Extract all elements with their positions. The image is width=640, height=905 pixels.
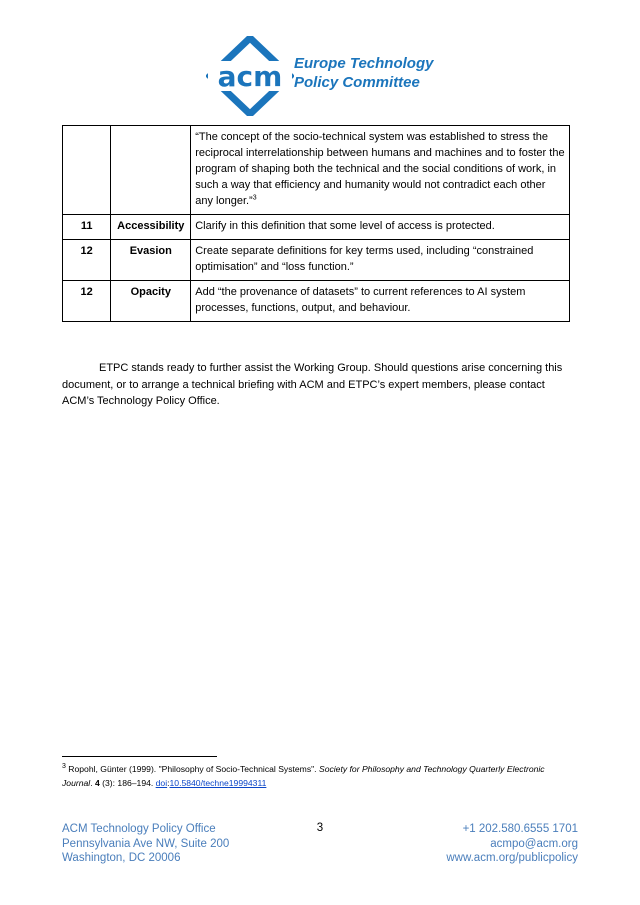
doi-separator: : (167, 778, 170, 788)
recommendations-table (62, 125, 570, 322)
committee-name-line1: Europe Technology (294, 55, 434, 72)
footer-email[interactable]: acmpo@acm.org (490, 837, 578, 850)
footnote-ref[interactable]: 3 (252, 194, 257, 202)
row-recommendation (191, 126, 570, 215)
recommendation-text: “The concept of the socio-technical system was established to stress the reciprocal interrelationship between humans and machines and to foster the program of shaping both the technical and the social conditions of work, in such a way that efficiency and humanity would not contradict each other any longer.” (195, 131, 565, 207)
footer-city: Washington, DC 20006 (62, 852, 181, 864)
row-recommendation: Clarify in this definition that some level of access is protected. (191, 215, 570, 240)
row-category: Opacity (111, 281, 191, 322)
row-recommendation: Add “the provenance of datasets” to current references to AI system processes, functions, output, and behaviour. (191, 281, 570, 322)
table-row (63, 281, 570, 322)
closing-paragraph: ETPC stands ready to further assist the Working Group. Should questions arise concerning this document, or to arrange a technical briefing with ACM and ETPC’s expert members, please contact ACM’s Technology Policy Office. (62, 362, 563, 407)
row-number: 11 (63, 215, 111, 240)
footnote-citation: Ropohl, Günter (1999). "Philosophy of Socio-Technical Systems". (68, 764, 319, 774)
acm-diamond-icon (206, 36, 294, 116)
doi-link[interactable]: doi (155, 778, 168, 788)
footnote-separator (62, 756, 217, 757)
row-category: Accessibility (111, 215, 191, 240)
table-row (63, 126, 570, 215)
table-row (63, 240, 570, 281)
row-number (63, 126, 111, 215)
row-number: 12 (63, 281, 111, 322)
doi-value-link[interactable]: 10.5840/techne19994311 (169, 778, 267, 788)
footnote-marker: 3 (62, 763, 66, 771)
acm-europe-logo (206, 36, 436, 116)
table-row (63, 215, 570, 240)
row-category (111, 126, 191, 215)
footer-street: Pennsylvania Ave NW, Suite 200 (62, 837, 230, 850)
footer-office: ACM Technology Policy Office (62, 823, 216, 835)
committee-name (294, 54, 433, 92)
footnote-pages: (3): 186–194. (99, 778, 156, 788)
row-number: 12 (63, 240, 111, 281)
committee-name-line2: Policy Committee (294, 74, 420, 91)
footnote-punct: . (90, 778, 95, 788)
footnote-journal: Society for Philosophy and Technology Quarterly Electronic Journal (62, 764, 545, 788)
footer-address (62, 822, 229, 866)
footnote (62, 762, 574, 790)
footer-contact (446, 822, 578, 866)
footer-phone: +1 202.580.6555 1701 (462, 823, 578, 835)
page-number: 3 (316, 822, 324, 834)
row-category: Evasion (111, 240, 191, 281)
footnote-volume: 4 (94, 778, 100, 788)
footer-website[interactable]: www.acm.org/publicpolicy (446, 852, 578, 864)
acm-mark-text: acm (217, 60, 283, 93)
row-recommendation: Create separate definitions for key terms used, including “constrained optimisation” and “loss function.” (191, 240, 570, 281)
